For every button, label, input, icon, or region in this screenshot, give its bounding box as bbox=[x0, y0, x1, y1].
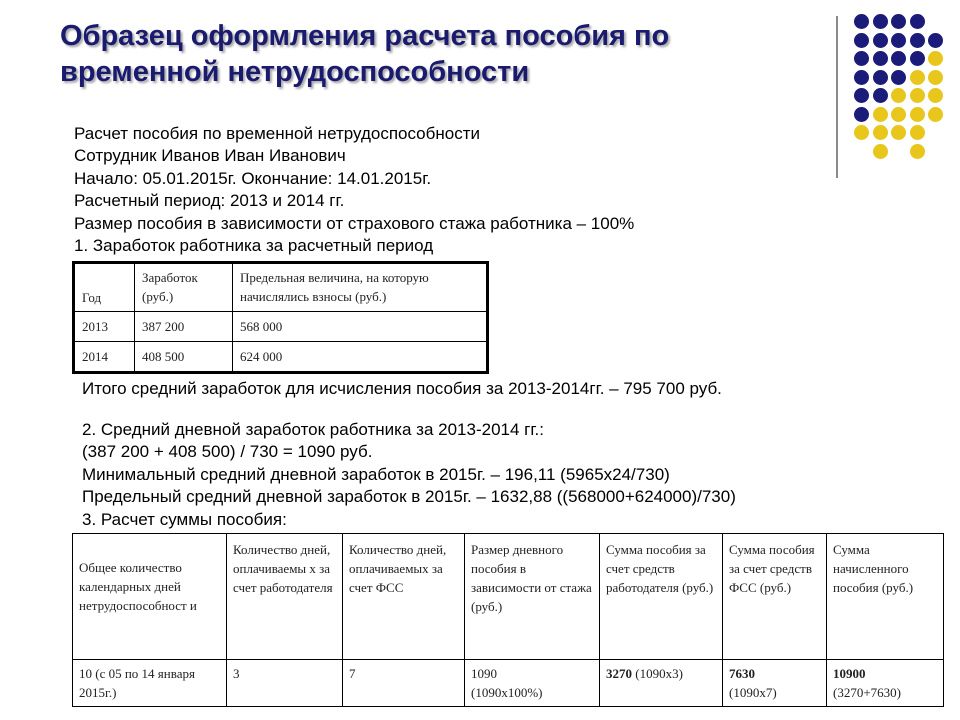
cell-total-days: 10 (с 05 по 14 января 2015г.) bbox=[73, 660, 227, 707]
yellow-dot bbox=[873, 125, 888, 140]
header-fss-days: Количество дней, оплачиваемых за счет ФСС bbox=[343, 534, 465, 660]
blue-dot bbox=[854, 14, 869, 29]
header-total-sum: Сумма начисленного пособия (руб.) bbox=[827, 534, 944, 660]
fss-sum-value: 7630 bbox=[729, 666, 755, 681]
blue-dot bbox=[891, 70, 906, 85]
intro-line-4: Расчетный период: 2013 и 2014 гг. bbox=[74, 191, 345, 210]
blue-dot bbox=[873, 51, 888, 66]
fss-sum-note: (1090х7) bbox=[729, 685, 777, 700]
blue-dot bbox=[910, 51, 925, 66]
employer-sum-note: (1090х3) bbox=[635, 666, 683, 681]
header-fss-sum: Сумма пособия за счет средств ФСС (руб.) bbox=[723, 534, 827, 660]
header-total-days: Общее количество календарных дней нетрудоспособност и bbox=[73, 534, 227, 660]
blue-dot bbox=[928, 33, 943, 48]
employer-sum-value: 3270 bbox=[606, 666, 632, 681]
cell-year: 2014 bbox=[74, 342, 135, 373]
header-year: Год bbox=[74, 263, 135, 312]
section-2-line-2: (387 200 + 408 500) / 730 = 1090 руб. bbox=[82, 442, 373, 461]
cell-limit: 568 000 bbox=[233, 312, 488, 342]
earnings-table bbox=[72, 261, 489, 374]
blue-dot bbox=[873, 14, 888, 29]
yellow-dot bbox=[928, 70, 943, 85]
yellow-dot bbox=[928, 51, 943, 66]
intro-line-5: Размер пособия в зависимости от страхового стажа работника – 100% bbox=[74, 214, 635, 233]
yellow-dot bbox=[891, 125, 906, 140]
intro-line-2: Сотрудник Иванов Иван Иванович bbox=[74, 146, 346, 165]
blue-dot bbox=[854, 70, 869, 85]
yellow-dot bbox=[910, 70, 925, 85]
intro-line-1: Расчет пособия по временной нетрудоспособности bbox=[74, 124, 480, 143]
decorative-divider bbox=[836, 16, 838, 178]
table-row bbox=[73, 660, 944, 707]
yellow-dot bbox=[928, 88, 943, 103]
cell-total-sum bbox=[827, 660, 944, 707]
yellow-dot bbox=[873, 144, 888, 159]
cell-employer-days: 3 bbox=[227, 660, 343, 707]
yellow-dot bbox=[891, 88, 906, 103]
yellow-dot bbox=[891, 107, 906, 122]
cell-earnings: 408 500 bbox=[135, 342, 233, 373]
header-employer-days: Количество дней, оплачиваемы х за счет работодателя bbox=[227, 534, 343, 660]
table-row bbox=[74, 312, 488, 342]
yellow-dot bbox=[928, 107, 943, 122]
yellow-dot bbox=[910, 125, 925, 140]
blue-dot bbox=[910, 14, 925, 29]
table-row bbox=[74, 342, 488, 373]
yellow-dot bbox=[873, 107, 888, 122]
daily-note: (1090х100%) bbox=[471, 685, 543, 700]
cell-daily-benefit bbox=[465, 660, 600, 707]
intro-line-3: Начало: 05.01.2015г. Окончание: 14.01.2015г. bbox=[74, 169, 432, 188]
header-employer-sum: Сумма пособия за счет средств работодателя (руб.) bbox=[600, 534, 723, 660]
cell-fss-sum bbox=[723, 660, 827, 707]
intro-line-6: 1. Заработок работника за расчетный период bbox=[74, 236, 434, 255]
yellow-dot bbox=[910, 88, 925, 103]
total-average-earnings: Итого средний заработок для исчисления пособия за 2013-2014гг. – 795 700 руб. bbox=[82, 379, 722, 398]
blue-dot bbox=[910, 33, 925, 48]
slide-title-line-2: временной нетрудоспособности bbox=[60, 56, 530, 88]
cell-employer-sum bbox=[600, 660, 723, 707]
header-earnings: Заработок (руб.) bbox=[135, 263, 233, 312]
yellow-dot bbox=[910, 144, 925, 159]
decorative-dot-grid bbox=[850, 14, 950, 159]
benefit-calculation-table bbox=[72, 533, 944, 707]
blue-dot bbox=[873, 33, 888, 48]
yellow-dot bbox=[910, 107, 925, 122]
cell-limit: 624 000 bbox=[233, 342, 488, 373]
blue-dot bbox=[873, 70, 888, 85]
table-header-row bbox=[73, 534, 944, 660]
blue-dot bbox=[854, 88, 869, 103]
cell-year: 2013 bbox=[74, 312, 135, 342]
section-2-line-1: 2. Средний дневной заработок работника за 2013-2014 гг.: bbox=[82, 420, 544, 439]
blue-dot bbox=[891, 14, 906, 29]
blue-dot bbox=[854, 33, 869, 48]
header-daily-benefit: Размер дневного пособия в зависимости от стажа (руб.) bbox=[465, 534, 600, 660]
cell-fss-days: 7 bbox=[343, 660, 465, 707]
cell-earnings: 387 200 bbox=[135, 312, 233, 342]
total-sum-value: 10900 bbox=[833, 666, 866, 681]
blue-dot bbox=[854, 51, 869, 66]
total-sum-note: (3270+7630) bbox=[833, 685, 901, 700]
blue-dot bbox=[891, 33, 906, 48]
daily-value: 1090 bbox=[471, 666, 497, 681]
blue-dot bbox=[873, 88, 888, 103]
header-limit: Предельная величина, на которую начислялись взносы (руб.) bbox=[233, 263, 488, 312]
blue-dot bbox=[854, 107, 869, 122]
section-3-heading: 3. Расчет суммы пособия: bbox=[82, 510, 287, 529]
slide-title bbox=[60, 18, 800, 90]
section-2-line-3: Минимальный средний дневной заработок в 2015г. – 196,11 (5965х24/730) bbox=[82, 465, 670, 484]
blue-dot bbox=[891, 51, 906, 66]
slide-title-line-1: Образец оформления расчета пособия по bbox=[60, 20, 670, 52]
section-2-line-4: Предельный средний дневной заработок в 2015г. – 1632,88 ((568000+624000)/730) bbox=[82, 487, 736, 506]
table-header-row bbox=[74, 263, 488, 312]
yellow-dot bbox=[854, 125, 869, 140]
